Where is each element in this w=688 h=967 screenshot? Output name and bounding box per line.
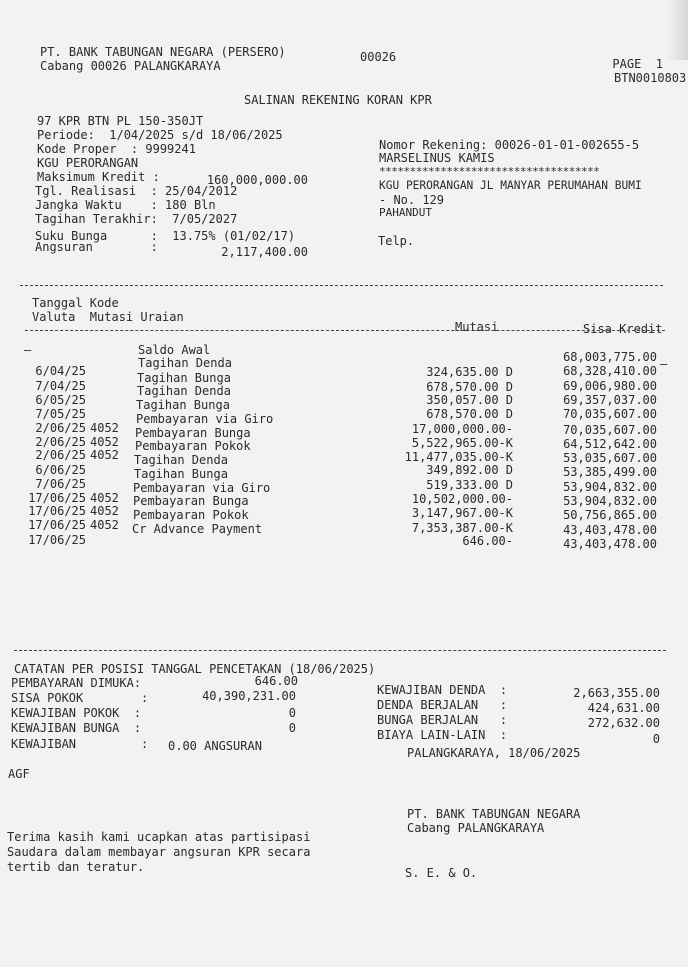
- bank-name: PT. BANK TABUNGAN NEGARA (PERSERO): [40, 45, 286, 59]
- customer-name: MARSELINUS KAMIS: [379, 151, 495, 165]
- seo-mark: S. E. & O.: [405, 866, 478, 880]
- row-mutasi: 11,477,035.00-K: [404, 450, 513, 464]
- document-code: BTN0010803: [614, 71, 687, 85]
- branch-name: Cabang 00026 PALANGKARAYA: [40, 59, 221, 73]
- summary-value: 0: [288, 706, 296, 720]
- summary-value: 424,631.00: [587, 701, 660, 715]
- address-line-1: KGU PERORANGAN JL MANYAR PERUMAHAN BUMI: [379, 179, 642, 192]
- summary-label: SISA POKOK :: [11, 691, 149, 705]
- row-date: 17/06/25: [28, 491, 86, 505]
- row-date: 17/06/25: [28, 518, 86, 532]
- maks-kredit-value: 160,000,000.00: [206, 173, 308, 187]
- document-title: SALINAN REKENING KORAN KPR: [244, 93, 432, 107]
- jangka-waktu: Jangka Waktu : 180 Bln: [35, 198, 216, 212]
- kgu-label: KGU PERORANGAN: [37, 156, 139, 170]
- loan-periode: Periode: 1/04/2025 s/d 18/06/2025: [37, 128, 283, 142]
- table-head-rule: [25, 330, 665, 331]
- row-kode: 4052: [90, 435, 119, 449]
- margin-mark-left: –: [24, 343, 32, 357]
- tagihan-terakhir: Tagihan Terakhir: 7/05/2027: [35, 212, 238, 226]
- row-uraian: Pembayaran via Giro: [133, 481, 271, 495]
- summary-label: DENDA BERJALAN :: [377, 698, 508, 712]
- row-sisa-kredit: 70,035,607.00: [563, 423, 657, 437]
- row-mutasi: 7,353,387.00-K: [411, 521, 513, 535]
- summary-value: 0.00 ANGSURAN: [168, 739, 262, 753]
- row-uraian: Tagihan Denda: [138, 356, 232, 370]
- row-sisa-kredit: 70,035,607.00: [563, 407, 657, 421]
- row-uraian: Tagihan Bunga: [137, 371, 231, 385]
- row-sisa-kredit: 53,035,607.00: [563, 451, 657, 465]
- row-uraian: Tagihan Denda: [137, 384, 231, 398]
- row-date: 2/06/25: [35, 448, 86, 462]
- row-sisa-kredit: 64,512,642.00: [563, 437, 657, 451]
- row-mutasi: 349,892.00 D: [426, 463, 513, 477]
- row-sisa-kredit: 53,904,832.00: [563, 494, 657, 508]
- summary-label: BUNGA BERJALAN :: [377, 713, 508, 727]
- nomor-rekening: Nomor Rekening: 00026-01-01-002655-5: [379, 138, 640, 152]
- row-date: 6/04/25: [35, 364, 86, 378]
- summary-label: KEWAJIBAN :: [11, 737, 149, 751]
- telp-label: Telp.: [378, 234, 415, 248]
- row-date: 7/04/25: [35, 379, 86, 393]
- summary-value: 40,390,231.00: [202, 689, 296, 703]
- row-mutasi: 324,635.00 D: [426, 365, 513, 379]
- row-uraian: Tagihan Bunga: [134, 467, 228, 481]
- row-sisa-kredit: 43,403,478.00: [563, 537, 657, 551]
- thanks-line-3: tertib dan teratur.: [7, 860, 145, 874]
- branch-code: 00026: [360, 50, 397, 64]
- address-line-3: PAHANDUT: [379, 206, 432, 219]
- row-sisa-kredit: 53,904,832.00: [563, 480, 657, 494]
- summary-label: KEWAJIBAN POKOK :: [11, 706, 142, 720]
- kode-proper: Kode Proper : 9999241: [37, 142, 196, 156]
- row-date: 2/06/25: [35, 421, 86, 435]
- loan-product: 97 KPR BTN PL 150-350JT: [37, 114, 204, 128]
- row-kode: 4052: [90, 448, 119, 462]
- column-sisa-kredit-header: Sisa Kredit: [583, 322, 663, 336]
- row-uraian: Tagihan Bunga: [136, 398, 230, 412]
- summary-value: 0: [652, 732, 660, 746]
- tgl-realisasi: Tgl. Realisasi : 25/04/2012: [35, 184, 238, 198]
- row-mutasi: 678,570.00 D: [426, 407, 513, 421]
- row-date: 6/05/25: [35, 393, 86, 407]
- row-sisa-kredit: 68,328,410.00: [563, 364, 657, 378]
- row-uraian: Pembayaran Pokok: [133, 508, 249, 522]
- row-mutasi: 3,147,967.00-K: [411, 506, 513, 520]
- row-uraian: Pembayaran Pokok: [135, 439, 251, 453]
- row-sisa-kredit: 69,357,037.00: [563, 393, 657, 407]
- row-sisa-kredit: 68,003,775.00: [563, 350, 657, 364]
- row-mutasi: 350,057.00 D: [426, 393, 513, 407]
- summary-label: KEWAJIBAN BUNGA :: [11, 721, 142, 735]
- summary-value: 272,632.00: [587, 716, 660, 730]
- angsuran-label: Angsuran :: [35, 240, 158, 254]
- table-head-2: Valuta Mutasi Uraian: [32, 310, 184, 324]
- row-date: 7/05/25: [35, 407, 86, 421]
- footer-branch-name: Cabang PALANGKARAYA: [407, 821, 545, 835]
- row-uraian: Tagihan Denda: [134, 453, 228, 467]
- summary-label: BIAYA LAIN-LAIN :: [377, 728, 508, 742]
- row-uraian: Cr Advance Payment: [132, 522, 263, 536]
- row-mutasi: 5,522,965.00-K: [411, 436, 513, 450]
- row-mutasi: 10,502,000.00-: [411, 492, 513, 506]
- summary-value: 0: [288, 721, 296, 735]
- thanks-line-2: Saudara dalam membayar angsuran KPR secara: [7, 845, 311, 859]
- footer-bank-name: PT. BANK TABUNGAN NEGARA: [407, 807, 581, 821]
- page-edge-shadow: [666, 0, 688, 60]
- summary-value: 646.00: [254, 674, 298, 688]
- row-mutasi: 17,000,000.00-: [411, 422, 513, 436]
- summary-title: CATATAN PER POSISI TANGGAL PENCETAKAN (18/06/2025): [14, 662, 376, 676]
- agf-label: AGF: [8, 767, 30, 781]
- row-kode: 4052: [90, 504, 119, 518]
- row-kode: 4052: [90, 491, 119, 505]
- maks-kredit-label: Maksimum Kredit :: [37, 170, 160, 184]
- summary-label: PEMBAYARAN DIMUKA:: [11, 676, 142, 690]
- row-date: 6/06/25: [35, 463, 86, 477]
- place-date: PALANGKARAYA, 18/06/2025: [407, 746, 581, 760]
- table-top-rule: [20, 285, 663, 286]
- row-date: 17/06/25: [28, 504, 86, 518]
- column-mutasi-header: Mutasi: [455, 320, 499, 334]
- row-sisa-kredit: 50,756,865.00: [563, 508, 657, 522]
- row-uraian: Saldo Awal: [138, 343, 211, 357]
- address-line-2: - No. 129: [379, 193, 445, 207]
- row-sisa-kredit: 53,385,499.00: [563, 465, 657, 479]
- angsuran-value: 2,117,400.00: [221, 245, 308, 259]
- summary-value: 2,663,355.00: [573, 686, 660, 700]
- row-date: 7/06/25: [35, 477, 86, 491]
- row-mutasi: 678,570.00 D: [426, 380, 513, 394]
- row-date: 2/06/25: [35, 435, 86, 449]
- suku-bunga: Suku Bunga : 13.75% (01/02/17): [35, 229, 296, 243]
- row-uraian: Pembayaran Bunga: [135, 426, 251, 440]
- row-sisa-kredit: 43,403,478.00: [563, 523, 657, 537]
- row-sisa-kredit: 69,006,980.00: [563, 379, 657, 393]
- summary-label: KEWAJIBAN DENDA :: [377, 683, 508, 697]
- row-uraian: Pembayaran Bunga: [133, 494, 249, 508]
- row-mutasi: 519,333.00 D: [426, 478, 513, 492]
- row-mutasi: 646.00-: [462, 534, 513, 548]
- row-uraian: Pembayaran via Giro: [136, 412, 274, 426]
- page-number: PAGE 1: [612, 57, 663, 71]
- margin-mark-right: –: [660, 357, 668, 371]
- row-kode: 4052: [90, 421, 119, 435]
- summary-rule: [14, 650, 666, 651]
- table-head-1: Tanggal Kode: [32, 296, 119, 310]
- thanks-line-1: Terima kasih kami ucapkan atas partisipasi: [7, 830, 311, 844]
- row-date: 17/06/25: [28, 533, 86, 547]
- masked-line: ************************************: [379, 165, 600, 178]
- row-kode: 4052: [90, 518, 119, 532]
